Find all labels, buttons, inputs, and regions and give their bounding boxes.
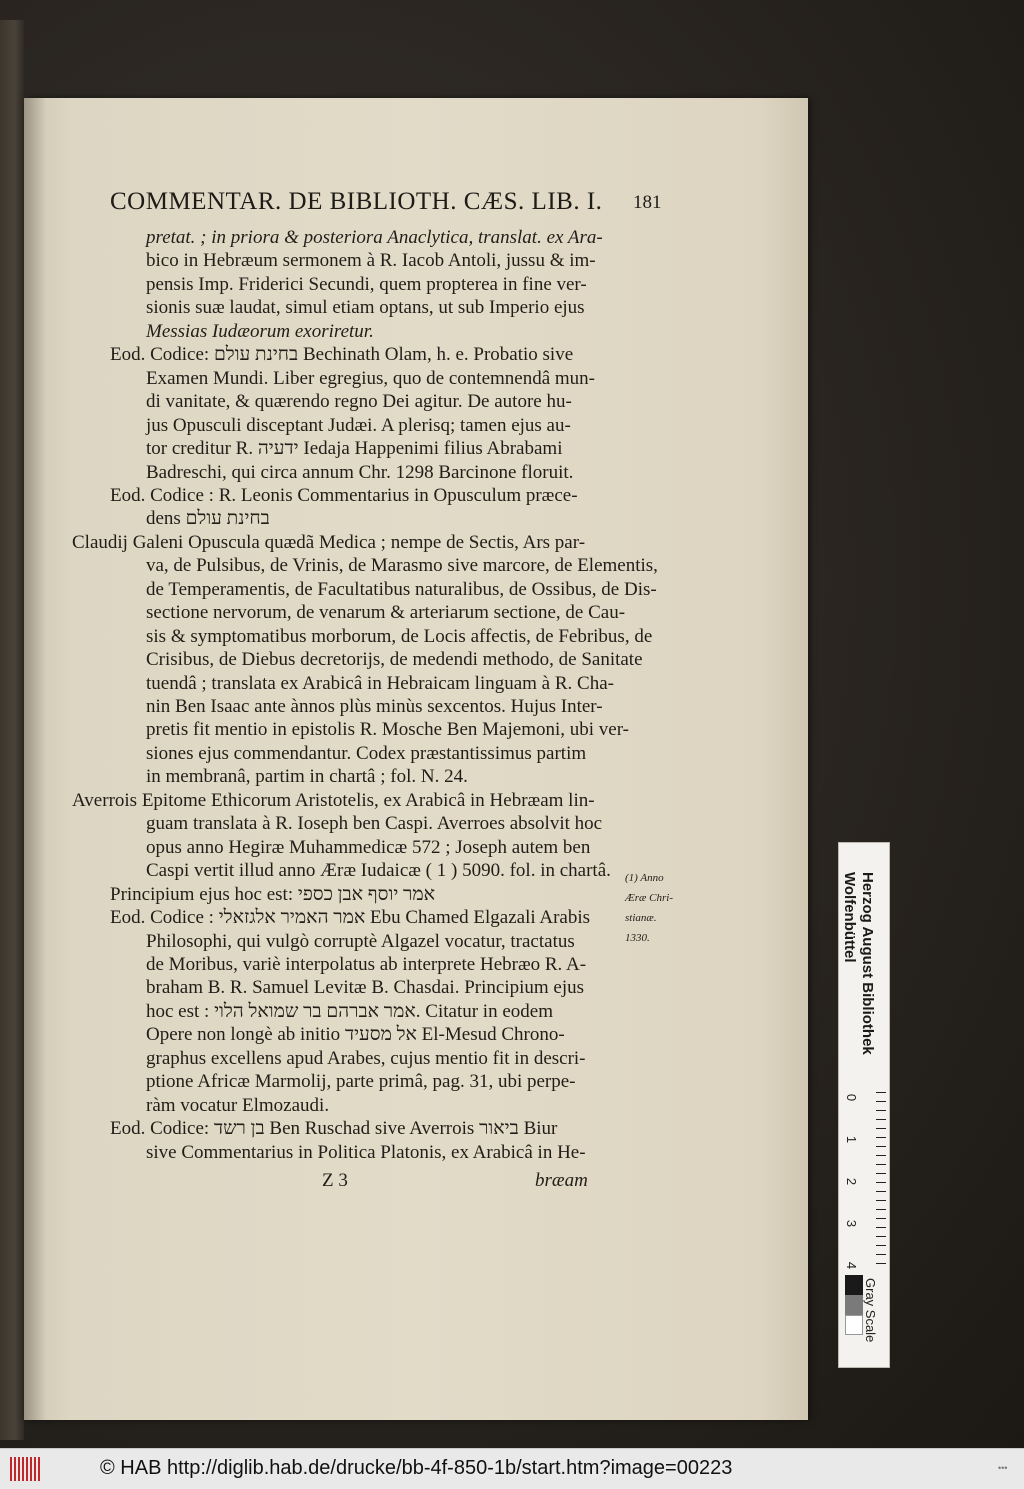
text-line: pensis Imp. Friderici Secundi, quem propterea in fine ver- <box>146 273 587 295</box>
gray-swatch-light <box>845 1315 863 1335</box>
text-line: ptione Africæ Marmolij, parte primâ, pag. 31, ubi perpe- <box>146 1071 576 1093</box>
page-gutter-shadow <box>24 98 46 1420</box>
text-line: in membranâ, partim in chartâ ; fol. N. 24. <box>146 766 468 788</box>
adjacent-page-edge <box>0 20 24 1440</box>
text-line: Crisibus, de Diebus decretorijs, de medendi methodo, de Sanitate <box>146 649 643 671</box>
running-head: COMMENTAR. DE BIBLIOTH. CÆS. LIB. I. <box>110 188 603 215</box>
text-line: Examen Mundi. Liber egregius, quo de contemnendâ mun- <box>146 367 596 389</box>
text-line: de Moribus, variè interpolatus ab interprete Hebræo R. A- <box>146 953 587 975</box>
margin-note-line: (1) Anno <box>625 872 664 884</box>
text-line: pretat. ; in priora & posteriora Anaclytica, translat. ex Ara- <box>146 227 603 248</box>
institution-line2: Wolfenbüttel <box>841 872 858 963</box>
text-line: sionis suæ laudat, simul etiam optans, ut sub Imperio ejus <box>146 297 585 319</box>
text-line: Eod. Codice : אמר האמיר אלגזאלי Ebu Chamed Elgazali Arabis <box>110 907 591 929</box>
text-line: Eod. Codice : R. Leonis Commentarius in Opusculum præce- <box>110 484 578 506</box>
text-line: Principium ejus hoc est: אמר יוסף אבן כספי <box>110 883 436 905</box>
catchword: bræam <box>535 1170 588 1191</box>
text-line: sive Commentarius in Politica Platonis, ex Arabicâ in He- <box>146 1141 586 1163</box>
text-line: di vanitate, & quærendo regno Dei agitur. De autore hu- <box>146 391 572 413</box>
text-line: siones ejus commendantur. Codex præstantissimus partim <box>146 742 587 764</box>
text-line: graphus excellens apud Arabes, cujus mentio fit in descri- <box>146 1047 586 1069</box>
margin-note-line: stianæ. <box>625 912 657 924</box>
text-line: Eod. Codice: בן רשד Ben Ruschad sive Averrois ביאור Biur <box>110 1118 558 1140</box>
text-line: guam translata à R. Ioseph ben Caspi. Averroes absolvit hoc <box>146 813 603 835</box>
page-number: 181 <box>633 192 662 213</box>
text-line: nin Ben Isaac ante ànnos plùs minùs sexcentos. Hujus Inter- <box>146 696 603 717</box>
text-line: tuendâ ; translata ex Arabicâ in Hebraicam linguam à R. Cha- <box>146 672 614 694</box>
text-line: Eod. Codice: בחינת עולם Bechinath Olam, h. e. Probatio sive <box>110 344 574 366</box>
corner-dots-icon: ••• <box>998 1463 1008 1473</box>
text-line: braham B. R. Samuel Levitæ B. Chasdai. Principium ejus <box>146 977 585 999</box>
text-line: Caspi vertit illud anno Æræ Iudaicæ ( 1 ) 5090. fol. in chartâ. <box>146 860 611 882</box>
margin-note <box>625 868 685 948</box>
ruler-number: 0 <box>844 1093 860 1102</box>
gray-swatches <box>845 1275 863 1335</box>
text-line: opus anno Hegiræ Muhammedicæ 572 ; Joseph autem ben <box>146 836 591 858</box>
gray-swatch-dark <box>845 1275 863 1295</box>
margin-note-line: 1330. <box>625 932 650 944</box>
text-line: Opere non longè ab initio אל מסעיד El-Mesud Chrono- <box>146 1024 565 1046</box>
text-line: Claudij Galeni Opuscula quædã Medica ; nempe de Sectis, Ars par- <box>72 531 586 553</box>
credit-bar <box>0 1448 1024 1489</box>
ruler-number: 4 <box>844 1261 860 1270</box>
text-line: sis & symptomatibus morborum, de Locis affectis, de Febribus, de <box>146 625 653 647</box>
text-line: ràm vocatur Elmozaudi. <box>146 1094 330 1116</box>
ruler-number: 2 <box>844 1177 860 1186</box>
hab-logo-icon <box>10 1457 42 1481</box>
text-line: va, de Pulsibus, de Vrinis, de Marasmo sive marcore, de Elementis, <box>146 555 658 577</box>
ruler-number: 3 <box>844 1219 860 1228</box>
margin-note-line: Æræ Chri- <box>625 892 673 904</box>
text-line: Messias Iudæorum exoriretur. <box>146 320 374 342</box>
text-line: Badreschi, qui circa annum Chr. 1298 Barcinone floruit. <box>146 461 574 483</box>
text-line: hoc est : אמר אברהם בר שמואל הלוי. Citatur in eodem <box>146 1000 553 1022</box>
institution-line1: Herzog August Bibliothek <box>859 872 876 1055</box>
text-line: bico in Hebræum sermonem à R. Iacob Antoli, jussu & im- <box>146 250 596 272</box>
gray-scale-label: Gray Scale <box>863 1278 878 1343</box>
signature-mark: Z 3 <box>322 1170 348 1191</box>
gray-swatch-mid <box>845 1295 863 1315</box>
text-line: sectione nervorum, de venarum & arteriarum sectione, de Cau- <box>146 602 626 624</box>
source-link[interactable]: © HAB http://diglib.hab.de/drucke/bb-4f-850-1b/start.htm?image=00223 <box>100 1457 733 1479</box>
ruler-number: 1 <box>844 1135 860 1144</box>
text-line: dens בחינת עולם <box>146 508 270 530</box>
ruler-ticks <box>876 1092 886 1272</box>
text-line: tor creditur R. ידעיה Iedaja Happenimi filius Abrabami <box>146 438 563 460</box>
text-line: Averrois Epitome Ethicorum Aristotelis, ex Arabicâ in Hebræam lin- <box>72 789 595 811</box>
institution-label <box>842 872 882 1102</box>
text-line: jus Opusculi disceptant Judæi. A plerisq; tamen ejus au- <box>146 414 571 436</box>
text-line: Philosophi, qui vulgò corruptè Algazel vocatur, tractatus <box>146 930 575 952</box>
text-line: pretis fit mentio in epistolis R. Mosche Ben Majemoni, ubi ver- <box>146 719 629 741</box>
text-line: de Temperamentis, de Facultatibus naturalibus, de Ossibus, de Dis- <box>146 578 657 600</box>
